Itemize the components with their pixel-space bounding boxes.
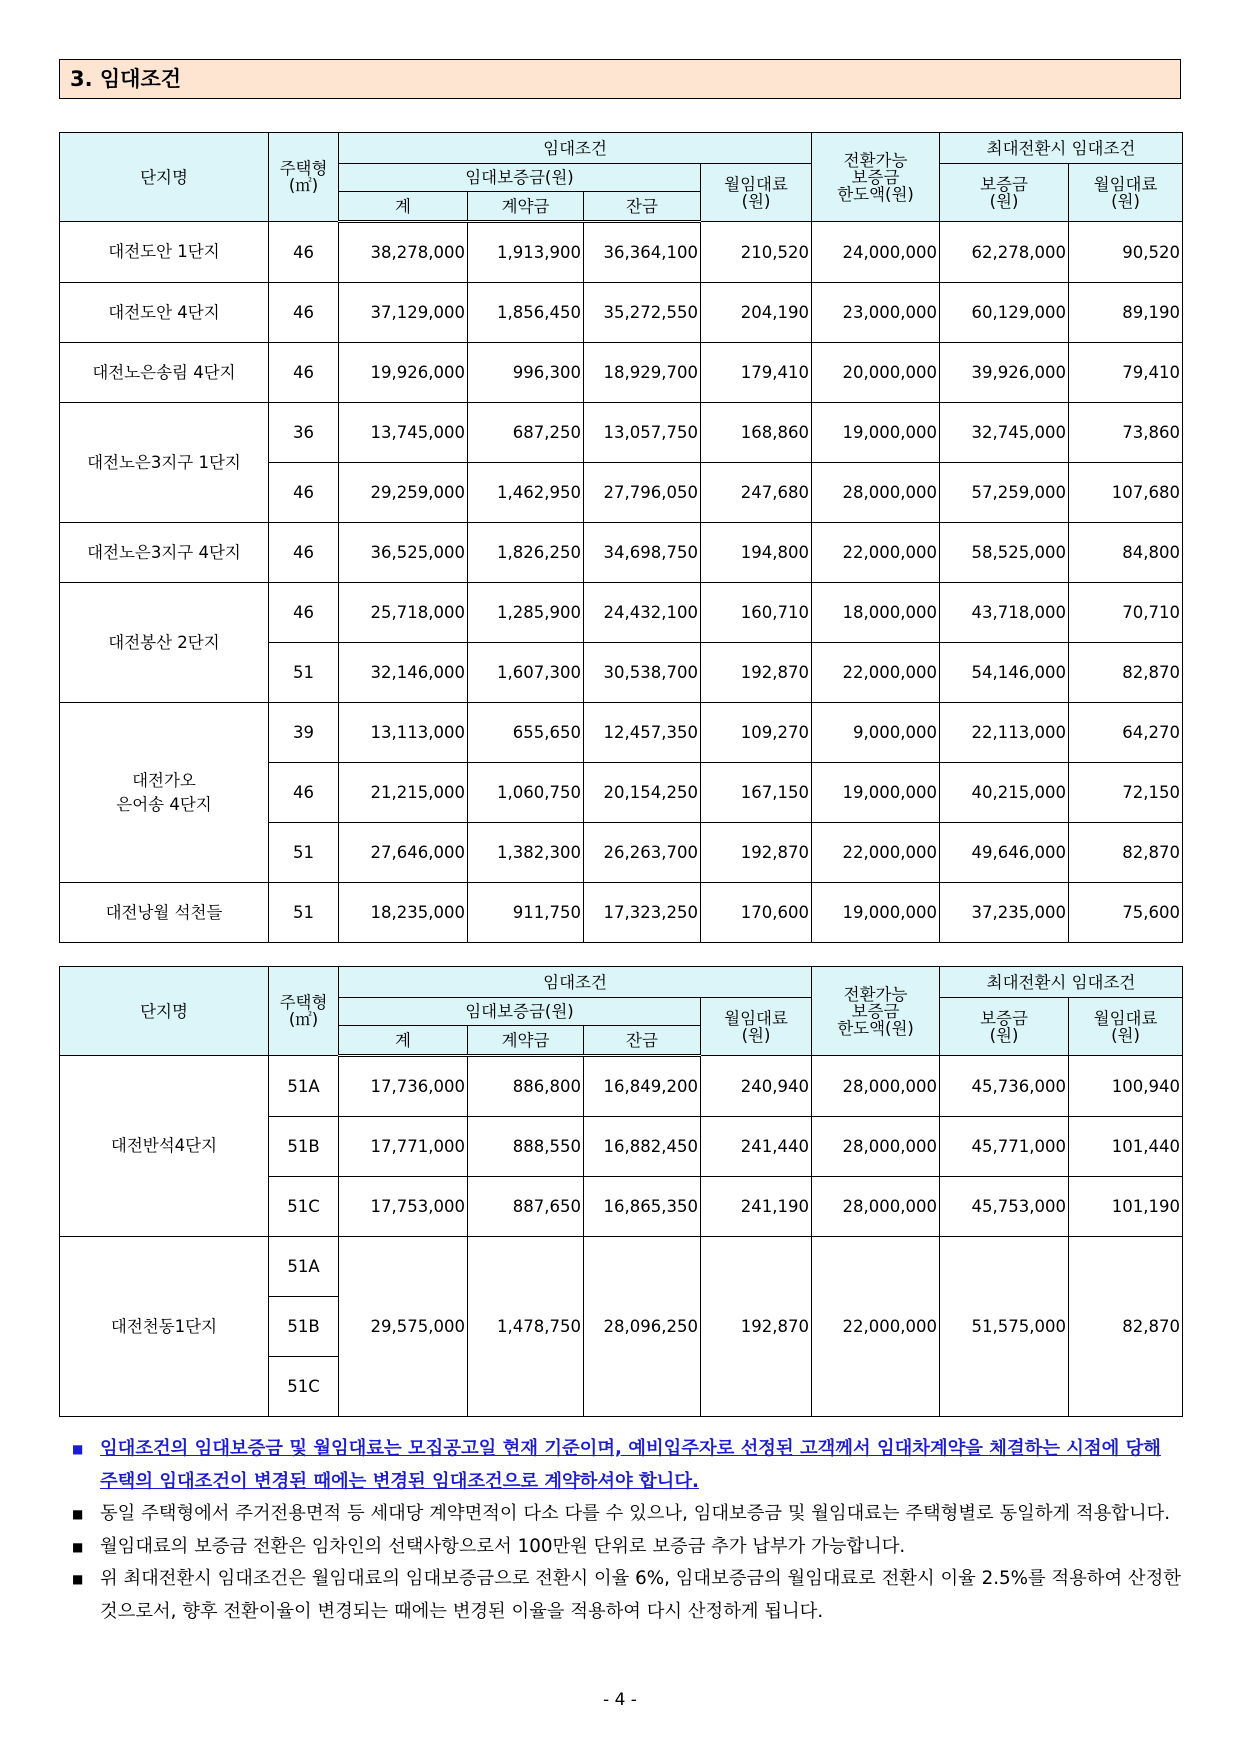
- max-rent-cell: 72,150: [1069, 763, 1183, 823]
- convertible-limit-cell: 28,000,000: [812, 1056, 940, 1117]
- table-row: [60, 222, 1183, 283]
- contract-cell: 1,826,250: [468, 523, 584, 583]
- housing-type-cell: 51A: [269, 1237, 339, 1297]
- balance-header: 잔금: [584, 1026, 701, 1056]
- contract-cell: 687,250: [468, 403, 584, 463]
- convertible-limit-cell: 20,000,000: [812, 343, 940, 403]
- balance-cell: 28,096,250: [584, 1237, 701, 1417]
- monthly-rent-cell: 241,440: [701, 1117, 812, 1177]
- table-row: [60, 703, 1183, 763]
- contract-cell: 1,856,450: [468, 283, 584, 343]
- square-bullet-icon: ■: [72, 1442, 84, 1456]
- balance-cell: 30,538,700: [584, 643, 701, 703]
- monthly-rent-cell: 192,870: [701, 643, 812, 703]
- housing-type-cell: 46: [269, 343, 339, 403]
- contract-cell: 1,478,750: [468, 1237, 584, 1417]
- deposit-total-cell: 36,525,000: [339, 523, 468, 583]
- convertible-limit-cell: 28,000,000: [812, 463, 940, 523]
- convertible-limit-cell: 18,000,000: [812, 583, 940, 643]
- complex-name-cell: 대전도안 1단지: [60, 222, 269, 283]
- contract-cell: 911,750: [468, 883, 584, 943]
- balance-cell: 16,849,200: [584, 1056, 701, 1117]
- housing-type-cell: 36: [269, 403, 339, 463]
- contract-header: 계약금: [468, 192, 584, 222]
- contract-cell: 655,650: [468, 703, 584, 763]
- note-item: ■ 월임대료의 보증금 전환은 임차인의 선택사항으로서 100만원 단위로 보증금 추가 납부가 가능합니다.: [72, 1531, 1184, 1564]
- max-rent-cell: 82,870: [1069, 643, 1183, 703]
- table-row: [60, 403, 1183, 463]
- square-bullet-icon: ■: [72, 1572, 84, 1586]
- max-deposit-cell: 45,771,000: [940, 1117, 1069, 1177]
- max-deposit-cell: 51,575,000: [940, 1237, 1069, 1417]
- complex-name-cell: 대전가오 은어송 4단지: [60, 703, 269, 883]
- type-header: 주택형 (㎡): [269, 967, 339, 1056]
- max-deposit-cell: 45,736,000: [940, 1056, 1069, 1117]
- balance-cell: 12,457,350: [584, 703, 701, 763]
- housing-type-cell: 46: [269, 583, 339, 643]
- table-row: [60, 1237, 1183, 1297]
- deposit-total-cell: 29,575,000: [339, 1237, 468, 1417]
- deposit-total-cell: 37,129,000: [339, 283, 468, 343]
- rent-table-2: [59, 966, 1183, 1417]
- housing-type-cell: 51C: [269, 1357, 339, 1417]
- max-deposit-cell: 32,745,000: [940, 403, 1069, 463]
- max-deposit-cell: 62,278,000: [940, 222, 1069, 283]
- housing-type-cell: 39: [269, 703, 339, 763]
- contract-cell: 1,913,900: [468, 222, 584, 283]
- complex-name-cell: 대전봉산 2단지: [60, 583, 269, 703]
- contract-cell: 887,650: [468, 1177, 584, 1237]
- contract-cell: 1,607,300: [468, 643, 584, 703]
- housing-type-cell: 51: [269, 643, 339, 703]
- deposit-total-cell: 17,771,000: [339, 1117, 468, 1177]
- housing-type-cell: 51: [269, 883, 339, 943]
- table-row: [60, 343, 1183, 403]
- balance-cell: 16,865,350: [584, 1177, 701, 1237]
- total-header: 계: [339, 1026, 468, 1056]
- housing-type-cell: 51: [269, 823, 339, 883]
- deposit-total-cell: 25,718,000: [339, 583, 468, 643]
- convertible-limit-cell: 9,000,000: [812, 703, 940, 763]
- convertible-limit-cell: 22,000,000: [812, 823, 940, 883]
- convertible-limit-cell: 28,000,000: [812, 1117, 940, 1177]
- housing-type-cell: 51A: [269, 1056, 339, 1117]
- max-rent-cell: 82,870: [1069, 823, 1183, 883]
- monthly-rent-cell: 109,270: [701, 703, 812, 763]
- monthly-rent-cell: 192,870: [701, 1237, 812, 1417]
- monthly-rent-cell: 247,680: [701, 463, 812, 523]
- convertible-limit-cell: 19,000,000: [812, 403, 940, 463]
- monthly-rent-header: 월임대료 (원): [701, 164, 812, 222]
- convertible-limit-cell: 28,000,000: [812, 1177, 940, 1237]
- balance-cell: 26,263,700: [584, 823, 701, 883]
- monthly-rent-cell: 192,870: [701, 823, 812, 883]
- deposit-total-cell: 17,753,000: [339, 1177, 468, 1237]
- housing-type-cell: 51B: [269, 1117, 339, 1177]
- contract-cell: 1,060,750: [468, 763, 584, 823]
- balance-cell: 27,796,050: [584, 463, 701, 523]
- max-deposit-header: 보증금 (원): [940, 998, 1069, 1056]
- note-item: ■ 위 최대전환시 임대조건은 월임대료의 임대보증금으로 전환시 이율 6%, 임대보증금의 월임대료로 전환시 이율 2.5%를 적용하여 산정한 것으로서, 향후 전환이율이 변경되는 때에는 변경된 이율을 적용하여 다시 산정하게 됩니다.: [72, 1563, 1184, 1628]
- monthly-rent-cell: 240,940: [701, 1056, 812, 1117]
- housing-type-cell: 51B: [269, 1297, 339, 1357]
- convertible-limit-cell: 23,000,000: [812, 283, 940, 343]
- max-deposit-header: 보증금 (원): [940, 164, 1069, 222]
- deposit-header: 임대보증금(원): [339, 998, 701, 1026]
- contract-cell: 888,550: [468, 1117, 584, 1177]
- notes-list: [72, 1433, 1184, 1628]
- max-rent-cell: 107,680: [1069, 463, 1183, 523]
- rent-table-1: [59, 132, 1183, 943]
- complex-name-cell: 대전낭월 석천들: [60, 883, 269, 943]
- monthly-rent-header: 월임대료 (원): [701, 998, 812, 1056]
- rent-conditions-header: 임대조건: [339, 967, 812, 998]
- balance-header: 잔금: [584, 192, 701, 222]
- table-row: [60, 523, 1183, 583]
- monthly-rent-cell: 210,520: [701, 222, 812, 283]
- monthly-rent-cell: 168,860: [701, 403, 812, 463]
- max-rent-header: 월임대료 (원): [1069, 164, 1183, 222]
- table-row: [60, 283, 1183, 343]
- max-conversion-header: 최대전환시 임대조건: [940, 133, 1183, 164]
- balance-cell: 35,272,550: [584, 283, 701, 343]
- convertible-limit-cell: 22,000,000: [812, 523, 940, 583]
- balance-cell: 24,432,100: [584, 583, 701, 643]
- housing-type-cell: 51C: [269, 1177, 339, 1237]
- deposit-total-cell: 38,278,000: [339, 222, 468, 283]
- convertible-limit-cell: 19,000,000: [812, 763, 940, 823]
- square-bullet-icon: ■: [72, 1539, 84, 1554]
- monthly-rent-cell: 167,150: [701, 763, 812, 823]
- balance-cell: 20,154,250: [584, 763, 701, 823]
- max-deposit-cell: 39,926,000: [940, 343, 1069, 403]
- monthly-rent-cell: 179,410: [701, 343, 812, 403]
- complex-name-cell: 대전노은3지구 1단지: [60, 403, 269, 523]
- table-header: [60, 967, 1183, 1056]
- total-header: 계: [339, 192, 468, 222]
- housing-type-cell: 46: [269, 523, 339, 583]
- complex-header: 단지명: [60, 967, 269, 1056]
- deposit-total-cell: 27,646,000: [339, 823, 468, 883]
- monthly-rent-cell: 194,800: [701, 523, 812, 583]
- type-header: 주택형 (㎡): [269, 133, 339, 222]
- complex-name-cell: 대전노은송림 4단지: [60, 343, 269, 403]
- convertible-limit-cell: 19,000,000: [812, 883, 940, 943]
- max-rent-cell: 84,800: [1069, 523, 1183, 583]
- deposit-total-cell: 19,926,000: [339, 343, 468, 403]
- max-rent-cell: 90,520: [1069, 222, 1183, 283]
- balance-cell: 13,057,750: [584, 403, 701, 463]
- note-item: ■ 동일 주택형에서 주거전용면적 등 세대당 계약면적이 다소 다를 수 있으나, 임대보증금 및 월임대료는 주택형별로 동일하게 적용합니다.: [72, 1498, 1184, 1531]
- page-number: - 4 -: [603, 1690, 637, 1710]
- max-rent-cell: 101,190: [1069, 1177, 1183, 1237]
- convertible-limit-cell: 22,000,000: [812, 1237, 940, 1417]
- deposit-header: 임대보증금(원): [339, 164, 701, 192]
- balance-cell: 17,323,250: [584, 883, 701, 943]
- contract-cell: 1,382,300: [468, 823, 584, 883]
- max-deposit-cell: 58,525,000: [940, 523, 1069, 583]
- deposit-total-cell: 17,736,000: [339, 1056, 468, 1117]
- max-rent-cell: 75,600: [1069, 883, 1183, 943]
- deposit-total-cell: 32,146,000: [339, 643, 468, 703]
- complex-name-cell: 대전노은3지구 4단지: [60, 523, 269, 583]
- section-title: 3. 임대조건: [59, 59, 1181, 99]
- max-rent-cell: 82,870: [1069, 1237, 1183, 1417]
- max-rent-cell: 79,410: [1069, 343, 1183, 403]
- max-deposit-cell: 22,113,000: [940, 703, 1069, 763]
- housing-type-cell: 46: [269, 763, 339, 823]
- max-deposit-cell: 54,146,000: [940, 643, 1069, 703]
- complex-name-cell: 대전천동1단지: [60, 1237, 269, 1417]
- contract-cell: 1,462,950: [468, 463, 584, 523]
- convertible-limit-cell: 22,000,000: [812, 643, 940, 703]
- max-deposit-cell: 37,235,000: [940, 883, 1069, 943]
- monthly-rent-cell: 204,190: [701, 283, 812, 343]
- table-row: [60, 583, 1183, 643]
- max-deposit-cell: 45,753,000: [940, 1177, 1069, 1237]
- balance-cell: 18,929,700: [584, 343, 701, 403]
- max-rent-cell: 101,440: [1069, 1117, 1183, 1177]
- contract-header: 계약금: [468, 1026, 584, 1056]
- max-rent-cell: 89,190: [1069, 283, 1183, 343]
- housing-type-cell: 46: [269, 463, 339, 523]
- max-deposit-cell: 60,129,000: [940, 283, 1069, 343]
- deposit-total-cell: 18,235,000: [339, 883, 468, 943]
- rent-conditions-header: 임대조건: [339, 133, 812, 164]
- table-header: [60, 133, 1183, 222]
- contract-cell: 886,800: [468, 1056, 584, 1117]
- complex-name-cell: 대전도안 4단지: [60, 283, 269, 343]
- balance-cell: 16,882,450: [584, 1117, 701, 1177]
- max-rent-cell: 100,940: [1069, 1056, 1183, 1117]
- monthly-rent-cell: 170,600: [701, 883, 812, 943]
- contract-cell: 996,300: [468, 343, 584, 403]
- max-rent-cell: 73,860: [1069, 403, 1183, 463]
- max-deposit-cell: 57,259,000: [940, 463, 1069, 523]
- housing-type-cell: 46: [269, 283, 339, 343]
- deposit-total-cell: 21,215,000: [339, 763, 468, 823]
- square-bullet-icon: ■: [72, 1507, 84, 1521]
- max-rent-cell: 70,710: [1069, 583, 1183, 643]
- deposit-total-cell: 13,745,000: [339, 403, 468, 463]
- balance-cell: 36,364,100: [584, 222, 701, 283]
- balance-cell: 34,698,750: [584, 523, 701, 583]
- housing-type-cell: 46: [269, 222, 339, 283]
- deposit-total-cell: 29,259,000: [339, 463, 468, 523]
- note-item: ■ 임대조건의 임대보증금 및 월임대료는 모집공고일 현재 기준이며, 예비입주자로 선정된 고객께서 임대차계약을 체결하는 시점에 당해 주택의 임대조건이 변경된 때에는 변경된 임대조건으로 계약하셔야 합니다.: [72, 1433, 1184, 1498]
- max-rent-header: 월임대료 (원): [1069, 998, 1183, 1056]
- deposit-total-cell: 13,113,000: [339, 703, 468, 763]
- table-row: [60, 883, 1183, 943]
- convertible-limit-cell: 24,000,000: [812, 222, 940, 283]
- convertible-limit-header: 전환가능 보증금 한도액(원): [812, 133, 940, 222]
- max-deposit-cell: 40,215,000: [940, 763, 1069, 823]
- complex-name-cell: 대전반석4단지: [60, 1056, 269, 1237]
- max-rent-cell: 64,270: [1069, 703, 1183, 763]
- max-deposit-cell: 49,646,000: [940, 823, 1069, 883]
- max-deposit-cell: 43,718,000: [940, 583, 1069, 643]
- convertible-limit-header: 전환가능 보증금 한도액(원): [812, 967, 940, 1056]
- max-conversion-header: 최대전환시 임대조건: [940, 967, 1183, 998]
- table-row: [60, 1056, 1183, 1117]
- complex-header: 단지명: [60, 133, 269, 222]
- contract-cell: 1,285,900: [468, 583, 584, 643]
- monthly-rent-cell: 160,710: [701, 583, 812, 643]
- monthly-rent-cell: 241,190: [701, 1177, 812, 1237]
